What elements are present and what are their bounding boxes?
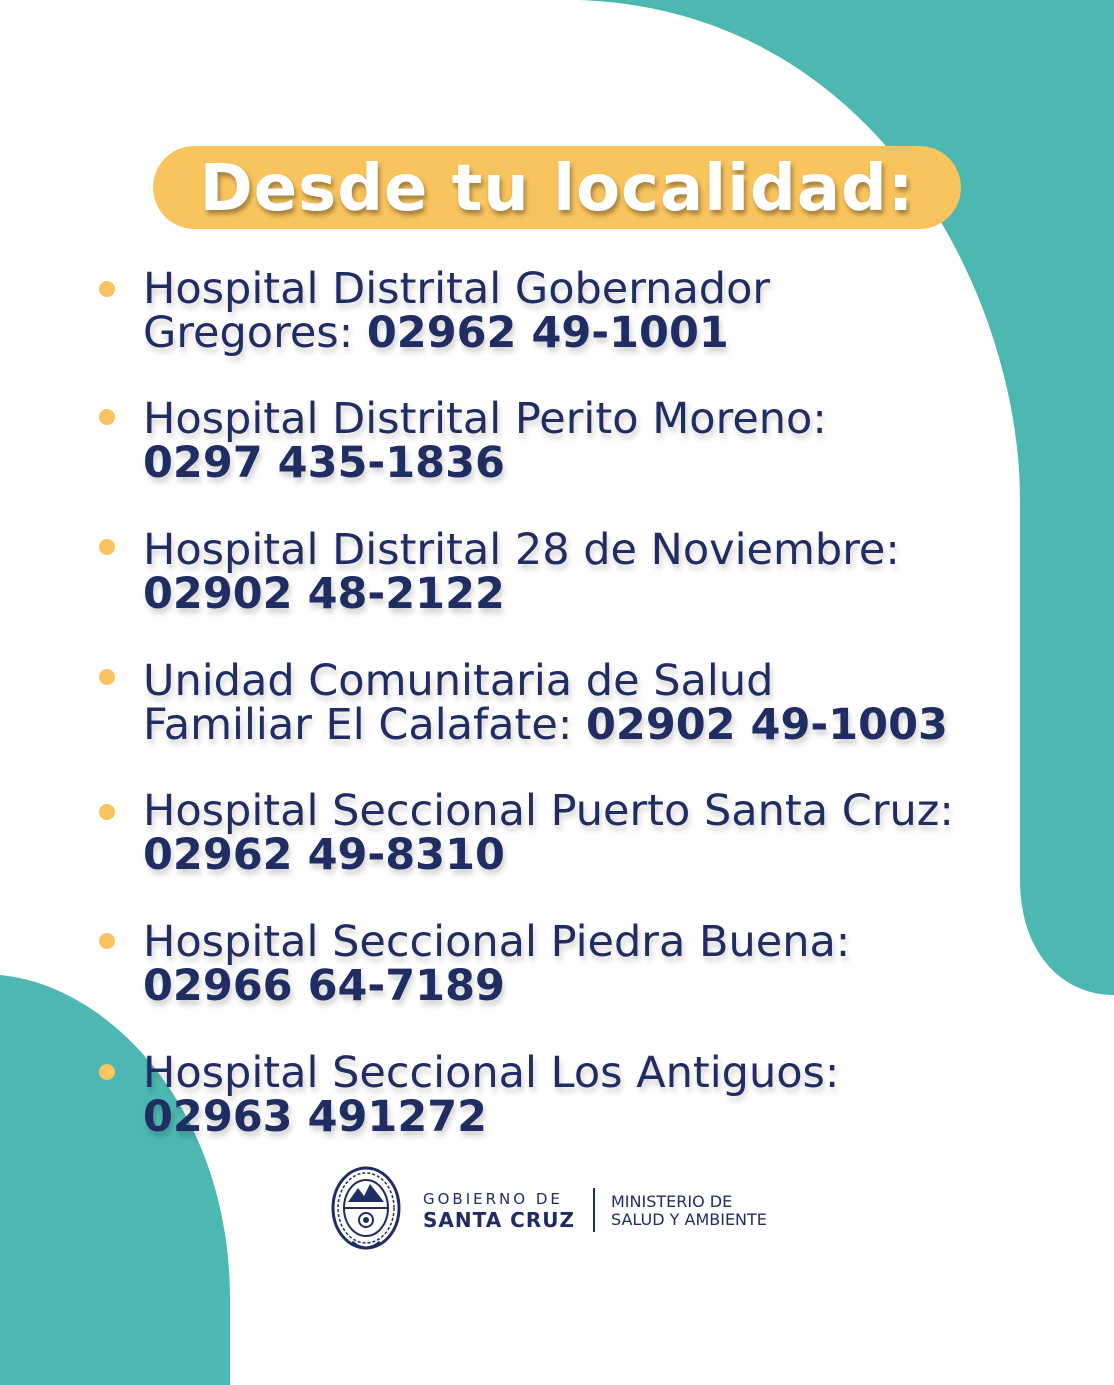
- phone-number: 02902 49-1003: [585, 700, 948, 750]
- bullet-icon: [99, 539, 115, 555]
- facility-name: Gregores:: [143, 308, 367, 358]
- facility-name: Unidad Comunitaria de Salud: [143, 656, 774, 706]
- bullet-icon: [99, 669, 115, 685]
- list-item: [143, 394, 1063, 488]
- bullet-icon: [99, 409, 115, 425]
- gov-label: GOBIERNO DE: [423, 1190, 563, 1208]
- facility-name: Familiar El Calafate:: [143, 700, 586, 750]
- bullet-icon: [99, 804, 115, 820]
- ministry-label: MINISTERIO DE: [611, 1192, 733, 1211]
- bottom-left-teal-blob: [0, 975, 230, 1385]
- page-title: Desde tu localidad:: [199, 152, 915, 226]
- ministry-name: SALUD Y AMBIENTE: [611, 1210, 767, 1229]
- facility-name: Hospital Seccional Piedra Buena:: [143, 917, 851, 967]
- phone-number: 02966 64-7189: [143, 961, 505, 1011]
- list-item: [143, 656, 1063, 750]
- list-item: [143, 786, 1063, 880]
- bullet-icon: [99, 281, 115, 297]
- facility-name: Hospital Distrital Perito Moreno:: [143, 394, 827, 444]
- phone-number: 02962 49-8310: [143, 830, 505, 880]
- list-item: [143, 917, 1063, 1011]
- santa-cruz-coat-of-arms-icon: [330, 1166, 402, 1254]
- facility-name: Hospital Seccional Los Antiguos:: [143, 1048, 840, 1098]
- bullet-icon: [99, 1064, 115, 1080]
- list-item: [143, 1048, 1063, 1142]
- bullet-icon: [99, 933, 115, 949]
- facility-name: Hospital Seccional Puerto Santa Cruz:: [143, 786, 954, 836]
- phone-number: 02962 49-1001: [366, 308, 729, 358]
- footer-logos: [330, 1166, 800, 1256]
- phone-number: 02902 48-2122: [143, 569, 505, 619]
- phone-number: 02963 491272: [143, 1092, 488, 1142]
- phone-number: 0297 435-1836: [143, 438, 505, 488]
- list-item: [143, 525, 1063, 619]
- gov-name: SANTA CRUZ: [423, 1208, 575, 1232]
- facility-name: Hospital Distrital Gobernador: [143, 264, 771, 314]
- facility-name: Hospital Distrital 28 de Noviembre:: [143, 525, 900, 575]
- title-banner: [153, 146, 961, 229]
- footer-divider: [593, 1188, 595, 1232]
- list-item: [143, 264, 1063, 358]
